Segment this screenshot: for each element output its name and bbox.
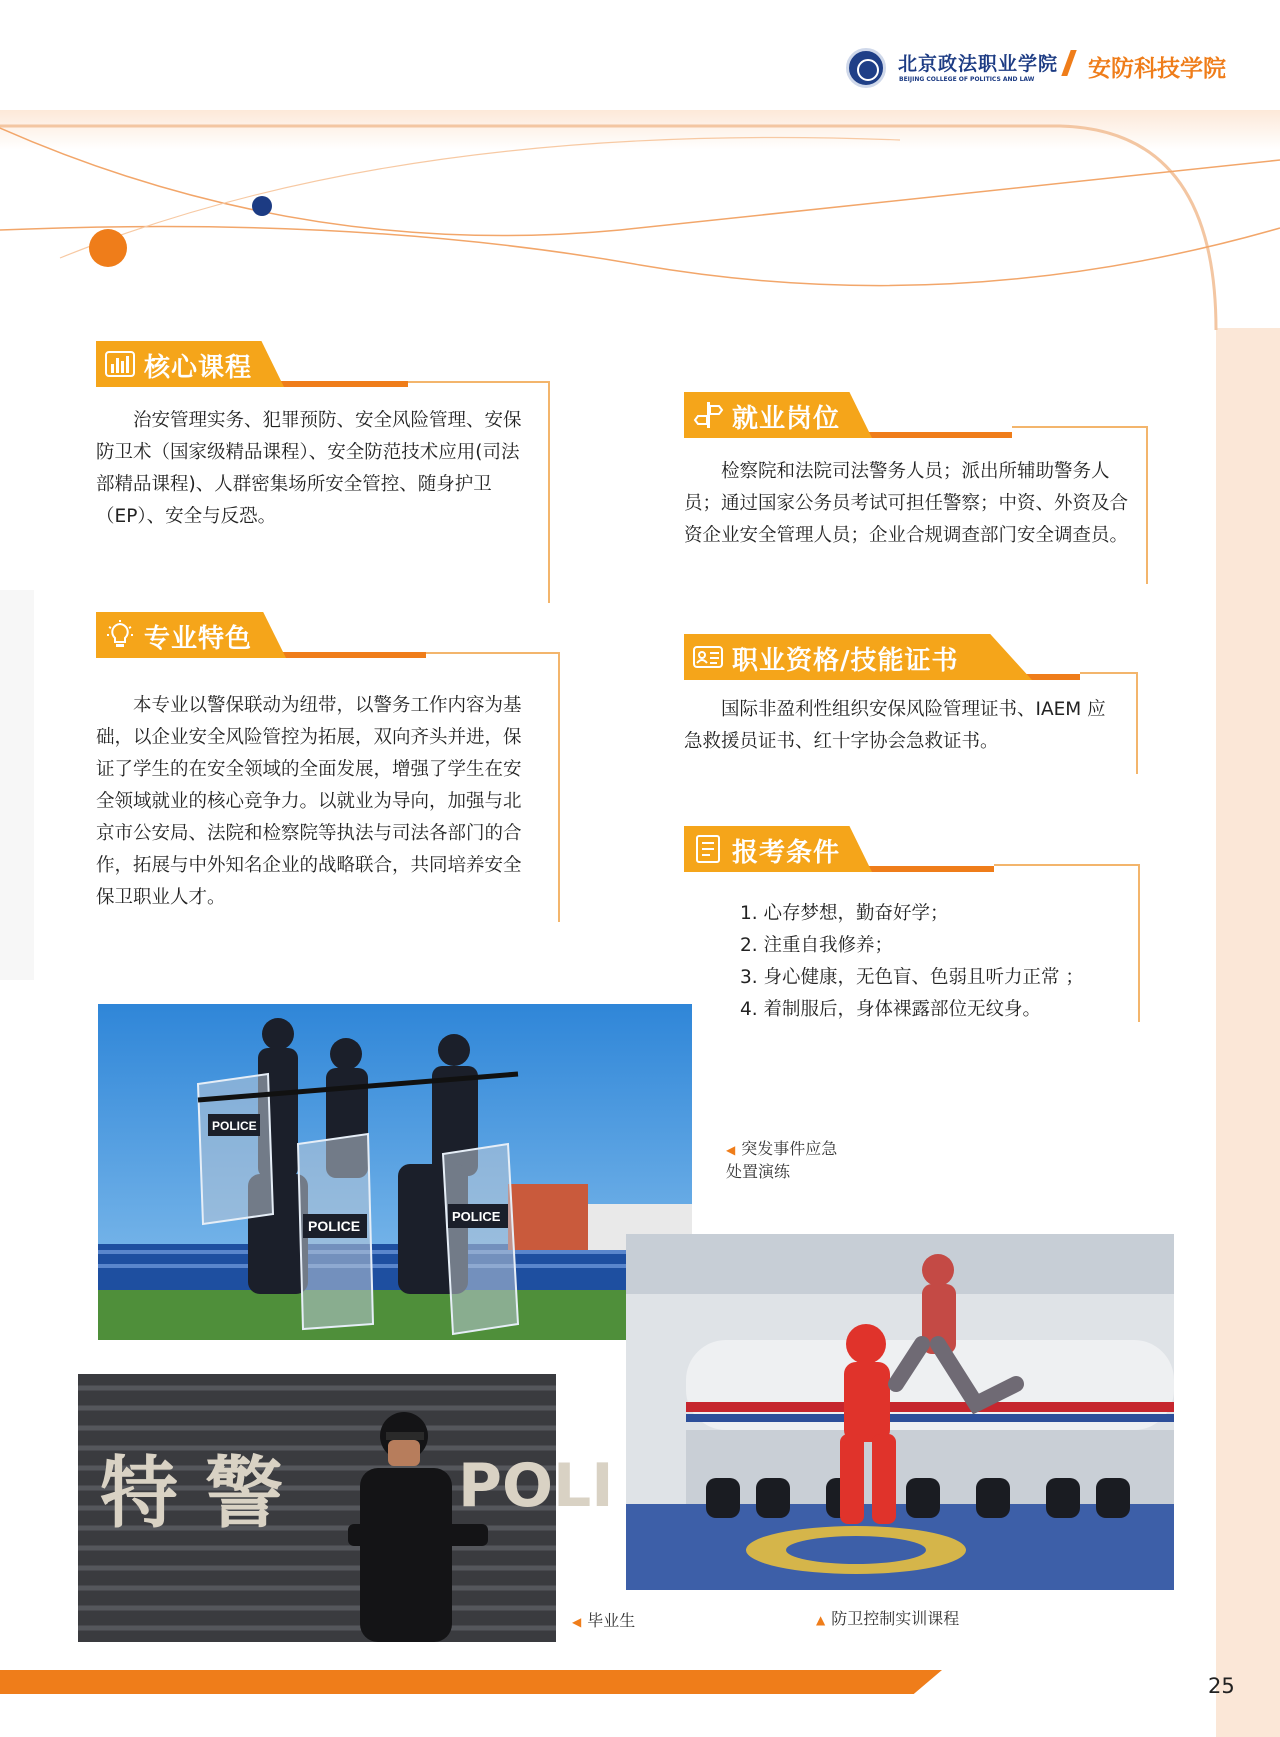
list-item: 2. 注重自我修养； [740,935,894,956]
caption-defense [816,1608,959,1631]
page-header [846,44,1246,100]
college-seal-icon [846,48,886,88]
list-item: 3. 身心健康，无色盲、色弱且听力正常 ； [740,967,1084,988]
shield-label: POLICE [452,1209,501,1224]
section-certificates [684,634,1140,774]
section-title: 职业资格/技能证书 [732,646,959,676]
caption-text: 突发事件应急 处置演练 [726,1139,838,1181]
section-title: 核心课程 [144,353,253,383]
bar-chart-icon [104,348,136,380]
photo-defense-training [626,1234,1174,1590]
section-title: 专业特色 [144,624,253,654]
paragraph: 国际非盈利性组织安保风险管理证书、IAEM 应急救援员证书、红十字协会急救证书。 [684,699,1106,752]
paragraph: 检察院和法院司法警务人员；派出所辅助警务人员；通过国家公务员考试可担任警察；中资、外资及合资企业安全管理人员；企业合规调查部门安全调查员。 [684,461,1129,546]
section-body [96,690,530,914]
footer-bar [0,1670,942,1694]
list-item: 1. 心存梦想，勤奋好学； [740,903,949,924]
section-requirements [684,826,1142,1022]
caption-text: 毕业生 [587,1611,636,1630]
triangle-left-icon: ◀ [572,1615,582,1629]
college-name-en: BEIJING COLLEGE OF POLITICS AND LAW [899,76,1035,83]
section-title: 就业岗位 [732,404,841,434]
school-name: 安防科技学院 [1088,56,1226,82]
section-title: 报考条件 [732,838,841,868]
section-body [684,694,1124,758]
section-body [684,456,1132,552]
page-number: 25 [1208,1674,1235,1698]
caption-graduate [572,1610,635,1633]
right-decor-band [1216,328,1280,1737]
lightbulb-icon [104,619,136,651]
section-body [96,405,536,533]
document-list-icon [692,833,724,865]
id-card-icon [692,641,724,673]
caption-drill [726,1116,837,1183]
section-features [96,612,566,922]
section-core-courses [96,341,556,603]
signpost-icon [692,399,724,431]
shield-label: POLICE [308,1218,361,1234]
wall-text: POLI [458,1451,614,1521]
triangle-up-icon: ▲ [816,1613,826,1627]
paragraph: 治安管理实务、犯罪预防、安全风险管理、安保防卫术（国家级精品课程）、安全防范技术应用(司法部精品课程)、人群密集场所安全管控、随身护卫（EP）、安全与反恐。 [96,410,522,527]
requirements-list [740,898,1136,1026]
college-name-cn: 北京政法职业学院 [898,53,1059,75]
shield-label: POLICE [212,1119,257,1133]
header-slash [1061,50,1076,76]
photo-emergency-drill [98,1004,692,1340]
caption-text: 防卫控制实训课程 [831,1609,960,1628]
section-jobs [684,392,1150,584]
triangle-left-icon: ◀ [726,1143,736,1157]
paragraph: 本专业以警保联动为纽带，以警务工作内容为基础，以企业安全风险管控为拓展，双向齐头并进，保证了学生的在安全领域的全面发展，增强了学生在安全领域就业的核心竞争力。以就业为导向，加强与北京市公安局、法院和检察院等执法与司法各部门的合作，拓展与中外知名企业的战略联合，共同培养安全保卫职业人才。 [96,695,522,908]
list-item: 4. 着制服后，身体裸露部位无纹身。 [740,999,1042,1020]
left-decor-band [0,590,34,980]
wall-text: 特 警 [100,1449,284,1539]
